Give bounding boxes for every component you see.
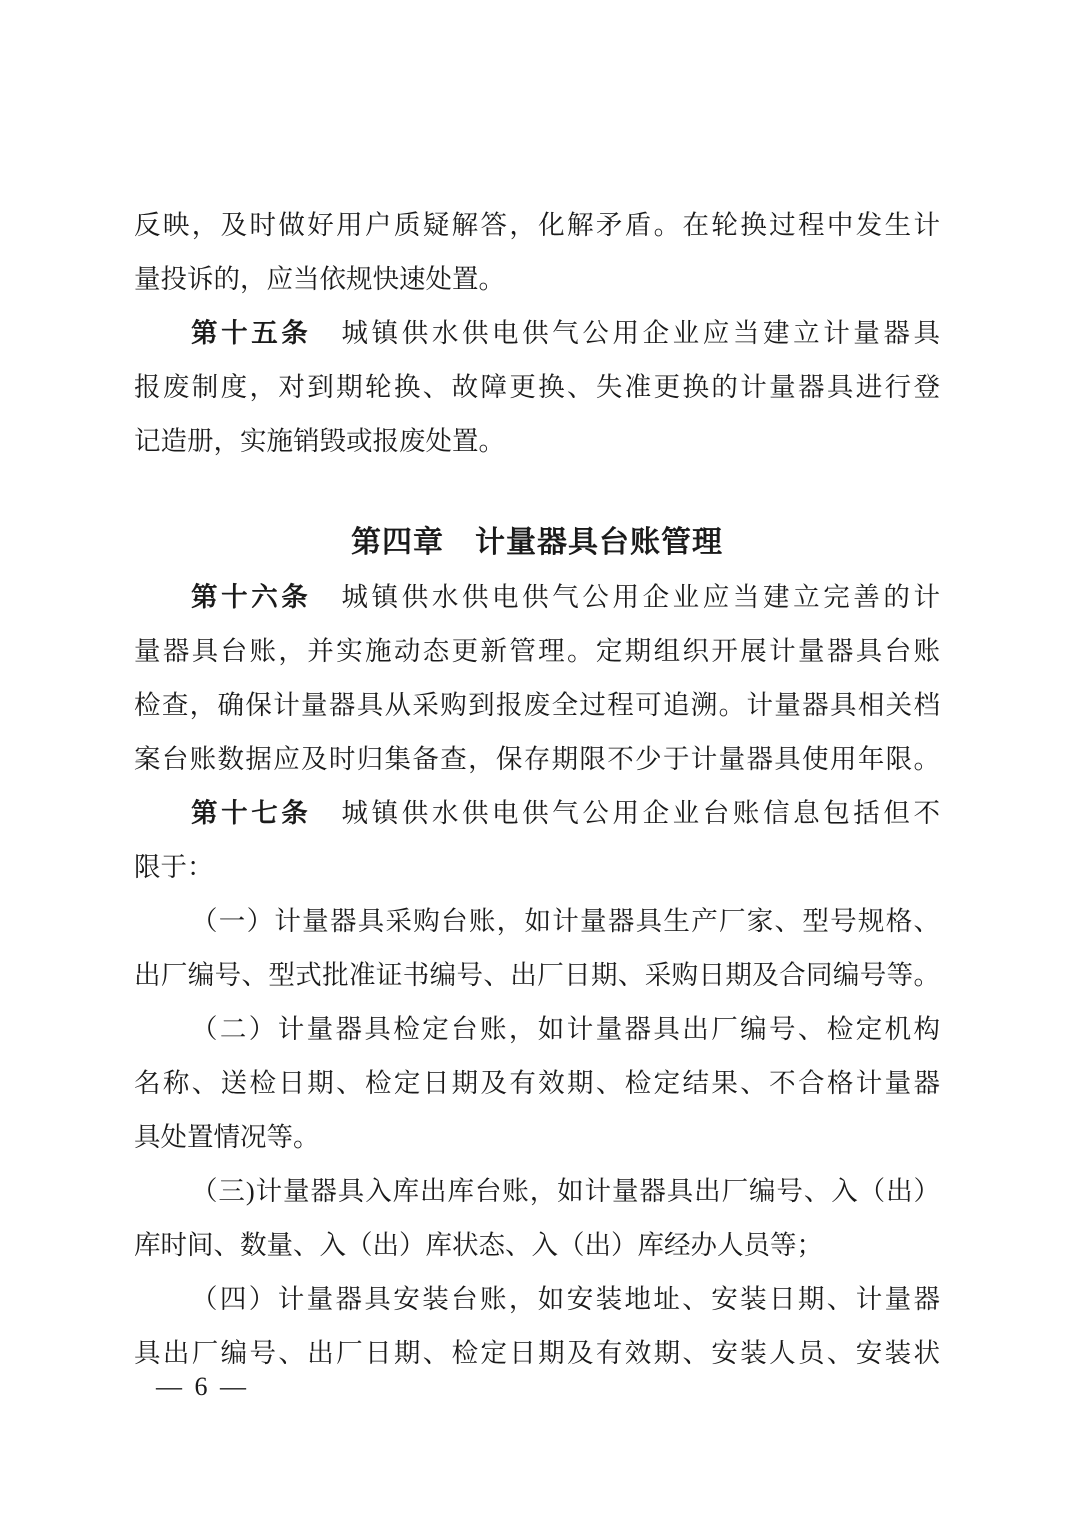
text-line: 第十七条 城镇供水供电供气公用企业台账信息包括但不 <box>191 798 941 828</box>
text-line: 检查，确保计量器具从采购到报废全过程可追溯。计量器具相关档 <box>134 690 940 720</box>
text-line: 出厂编号、型式批准证书编号、出厂日期、采购日期及合同编号等。 <box>134 960 940 990</box>
text-line: （四）计量器具安装台账，如安装地址、安装日期、计量器 <box>191 1284 940 1314</box>
chapter-heading: 第四章 计量器具台账管理 <box>351 526 723 559</box>
text-line: 第十六条 城镇供水供电供气公用企业应当建立完善的计 <box>191 582 941 612</box>
text-line: 具处置情况等。 <box>134 1122 320 1152</box>
article-number: 第十七条 <box>191 798 312 828</box>
text-line: 反映，及时做好用户质疑解答，化解矛盾。在轮换过程中发生计 <box>134 210 940 240</box>
text-line: 量投诉的，应当依规快速处置。 <box>134 264 505 294</box>
text-line: （二）计量器具检定台账，如计量器具出厂编号、检定机构 <box>191 1014 940 1044</box>
text-line: 库时间、数量、入（出）库状态、入（出）库经办人员等； <box>134 1230 823 1260</box>
article-number: 第十五条 <box>191 318 312 348</box>
text-line: （一）计量器具采购台账，如计量器具生产厂家、型号规格、 <box>191 906 940 936</box>
text-line: 报废制度，对到期轮换、故障更换、失准更换的计量器具进行登 <box>134 372 940 402</box>
document-body <box>134 198 940 1380</box>
text-line: 案台账数据应及时归集备查，保存期限不少于计量器具使用年限。 <box>134 744 940 774</box>
text-line: 记造册，实施销毁或报废处置。 <box>134 426 505 456</box>
text-line: 限于： <box>134 852 214 882</box>
text-line: 量器具台账，并实施动态更新管理。定期组织开展计量器具台账 <box>134 636 940 666</box>
text-line: 具出厂编号、出厂日期、检定日期及有效期、安装人员、安装状 <box>134 1338 940 1368</box>
page-number: — 6 — <box>156 1372 249 1401</box>
text-line: 名称、送检日期、检定日期及有效期、检定结果、不合格计量器 <box>134 1068 940 1098</box>
text-line: （三)计量器具入库出库台账，如计量器具出厂编号、入（出） <box>191 1176 940 1206</box>
article-number: 第十六条 <box>191 582 312 612</box>
text-line: 第十五条 城镇供水供电供气公用企业应当建立计量器具 <box>191 318 941 348</box>
